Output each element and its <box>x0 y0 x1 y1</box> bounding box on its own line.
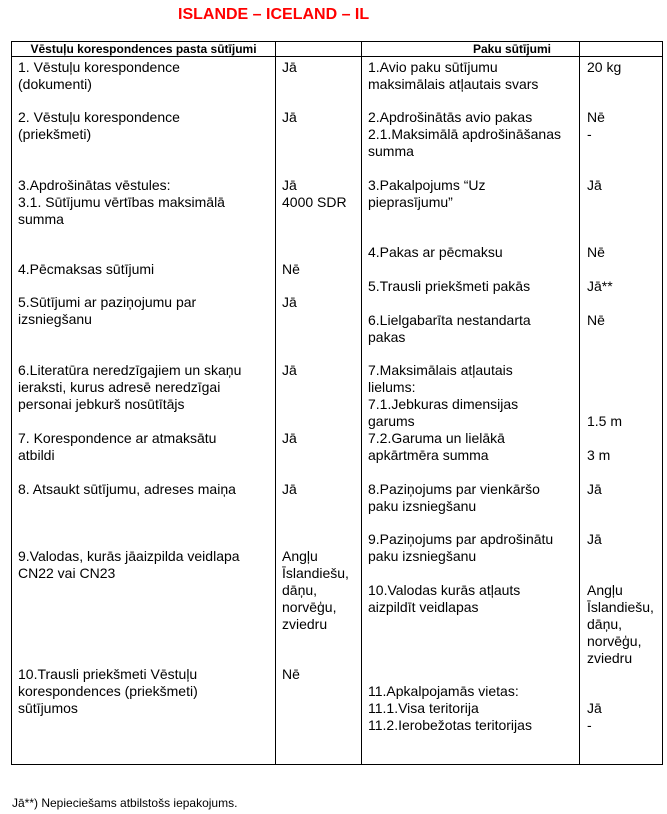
letter-row-label: 1. Vēstuļu korespondence (dokumenti) <box>18 59 180 92</box>
letter-row-value: Nē <box>282 666 300 682</box>
parcel-row-value: Nē - <box>587 109 605 142</box>
column-divider <box>361 42 362 764</box>
letter-row-value: Jā <box>282 430 297 446</box>
parcel-row-label: 5.Trausli priekšmeti pakās <box>368 278 531 294</box>
letter-row-label: 7. Korespondence ar atmaksātu atbildi <box>18 430 217 463</box>
parcel-row-value: Nē <box>587 312 605 328</box>
parcel-row-label: 8.Paziņojums par vienkāršo paku izsniegšanu <box>368 481 540 514</box>
parcel-row-value: Jā - <box>587 700 602 733</box>
parcel-row-value: 1.5 m 3 m <box>587 413 623 463</box>
parcel-row-label: 10.Valodas kurās atļauts aizpildīt veidlapas <box>368 582 521 615</box>
letter-row-label: 9.Valodas, kurās jāaizpilda veidlapa CN22 vai CN23 <box>18 548 240 581</box>
parcel-row-label: 3.Pakalpojums “Uz pieprasījumu” <box>368 177 486 210</box>
services-table <box>11 41 663 765</box>
letter-row-label: 8. Atsaukt sūtījumu, adreses maiņa <box>18 481 236 497</box>
parcel-row-value: 20 kg <box>587 59 622 75</box>
letter-row-label: 2. Vēstuļu korespondence (priekšmeti) <box>18 109 180 142</box>
parcel-row-label: 6.Lielgabarīta nestandarta pakas <box>368 312 531 345</box>
page-title: ISLANDE – ICELAND – IL <box>178 6 370 23</box>
letter-row-label: 5.Sūtījumi ar paziņojumu par izsniegšanu <box>18 294 197 327</box>
parcel-row-label: 1.Avio paku sūtījumu maksimālais atļautais svars <box>368 59 539 92</box>
parcel-row-value: Jā <box>587 481 602 497</box>
letter-row-value: Jā <box>282 294 297 310</box>
header-parcel-services: Paku sūtījumi <box>472 42 552 56</box>
letter-row-value: Jā <box>282 59 297 75</box>
parcel-row-label: 2.Apdrošinātās avio pakas 2.1.Maksimālā apdrošināšanas summa <box>368 109 561 159</box>
letter-row-value: Angļu Īslandiešu, dāņu, norvēģu, zviedru <box>282 548 349 632</box>
letter-row-label: 3.Apdrošinātas vēstules: 3.1. Sūtījumu vērtības maksimālā summa <box>18 177 225 227</box>
parcel-row-value: Nē <box>587 244 605 260</box>
parcel-row-label: 4.Pakas ar pēcmaksu <box>368 244 503 260</box>
parcel-row-value: Angļu Īslandiešu, dāņu, norvēģu, zviedru <box>587 582 654 666</box>
letter-row-value: Nē <box>282 261 300 277</box>
parcel-row-value: Jā** <box>587 278 613 294</box>
parcel-row-value: Jā <box>587 531 602 547</box>
parcel-row-label: 7.Maksimālais atļautais lielums: 7.1.Jebkuras dimensijas garums 7.2.Garuma un lielākā apkārtmēra summa <box>368 362 519 463</box>
column-divider <box>579 42 580 764</box>
parcel-row-value: Jā <box>587 177 602 193</box>
footnote: Jā**) Nepieciešams atbilstošs iepakojums. <box>12 796 238 810</box>
letter-row-value: Jā 4000 SDR <box>282 177 347 210</box>
letter-row-value: Jā <box>282 109 297 125</box>
letter-row-value: Jā <box>282 362 297 378</box>
letter-row-label: 6.Literatūra neredzīgajiem un skaņu ieraksti, kurus adresē neredzīgai personai jebkurš nosūtītājs <box>18 362 242 412</box>
header-letter-services: Vēstuļu korespondences pasta sūtījumi <box>30 42 257 56</box>
column-divider <box>275 42 276 764</box>
letter-row-label: 4.Pēcmaksas sūtījumi <box>18 261 155 277</box>
letter-row-value: Jā <box>282 481 297 497</box>
parcel-row-label: 11.Apkalpojamās vietas: 11.1.Visa teritorija 11.2.Ierobežotas teritorijas <box>368 683 532 733</box>
letter-row-label: 10.Trausli priekšmeti Vēstuļu korespondences (priekšmeti) sūtījumos <box>18 666 198 716</box>
parcel-row-label: 9.Paziņojums par apdrošinātu paku izsniegšanu <box>368 531 554 564</box>
